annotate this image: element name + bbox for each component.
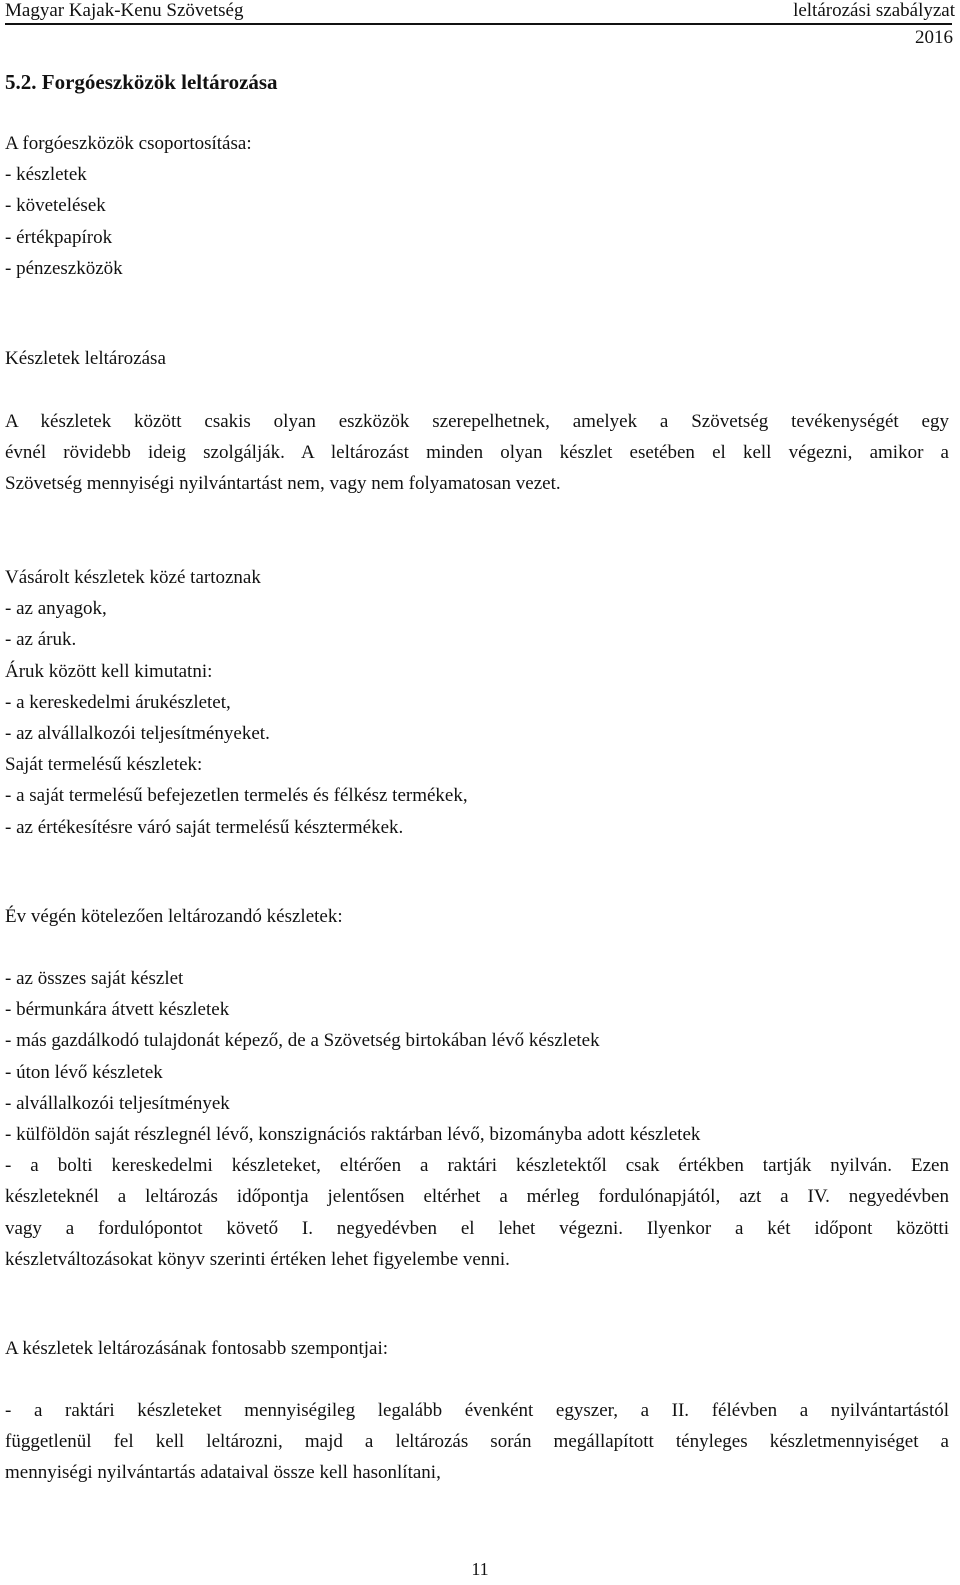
list-item: - a saját termelésű befejezetlen termelés és félkész termékek, <box>5 785 468 807</box>
paragraph-line: évnél rövidebb ideig szolgálják. A leltározást minden olyan készlet esetében el kell végezni, amikor a <box>5 442 949 464</box>
list-item: - készletek <box>5 164 87 186</box>
list-item: - külföldön saját részlegnél lévő, konszignációs raktárban lévő, bizományba adott készletek <box>5 1124 701 1146</box>
year-end-heading <box>5 901 949 932</box>
list-item: - az összes saját készlet <box>5 968 184 989</box>
header-year: 2016 <box>915 27 953 48</box>
paragraph-line: függetlenül fel kell leltározni, majd a leltározás során megállapított tényleges készletmennyiséget a <box>5 1431 949 1453</box>
list-item: - az áruk. <box>5 629 77 651</box>
list-item: Vásárolt készletek közé tartoznak <box>5 567 261 588</box>
page-number: 11 <box>471 1559 489 1579</box>
list-item: - a kereskedelmi árukészletet, <box>5 691 231 713</box>
list-item: - az anyagok, <box>5 598 107 620</box>
header-rule <box>5 23 952 25</box>
paragraph-line: készletváltozásokat könyv szerinti értéken lehet figyelembe venni. <box>5 1248 510 1270</box>
paragraph-line: Szövetség mennyiségi nyilvántartást nem, vagy nem folyamatosan vezet. <box>5 473 561 495</box>
section-title: 5.2. Forgóeszközök leltározása <box>5 70 278 94</box>
inventory-paragraph <box>5 406 949 500</box>
list-item: - az alvállalkozói teljesítményeket. <box>5 723 270 745</box>
paragraph-line: vagy a fordulópontot követő I. negyedévben el lehet végezni. Ilyenkor a két időpont közötti <box>5 1217 949 1239</box>
aspects-heading <box>5 1333 949 1364</box>
asset-groups-list <box>5 128 949 284</box>
paragraph-line: - a raktári készleteket mennyiségileg legalább évenként egyszer, a II. félévben a nyilvántartástól <box>5 1400 949 1421</box>
aspects-paragraph <box>5 1395 949 1489</box>
list-item: Saját termelésű készletek: <box>5 754 203 776</box>
list-item: - bérmunkára átvett készletek <box>5 999 230 1021</box>
year-end-list <box>5 963 949 1275</box>
list-item: - pénzeszközök <box>5 257 123 279</box>
list-item: - más gazdálkodó tulajdonát képező, de a Szövetség birtokában lévő készletek <box>5 1030 600 1052</box>
inventory-heading <box>5 343 949 374</box>
page-header <box>5 0 955 20</box>
year-end-heading-text: Év végén kötelezően leltározandó készletek: <box>5 906 343 927</box>
list-item: Áruk között kell kimutatni: <box>5 660 213 682</box>
header-document-title: leltározási szabályzat <box>793 0 955 21</box>
list-item: - az értékesítésre váró saját termelésű késztermékek. <box>5 816 404 838</box>
header-organization: Magyar Kajak-Kenu Szövetség <box>5 0 244 21</box>
list-item: - úton lévő készletek <box>5 1061 163 1083</box>
paragraph-line: - a bolti kereskedelmi készleteket, eltérően a raktári készletektől csak értékben tartják nyilván. Ezen <box>5 1155 949 1177</box>
purchased-stocks-list <box>5 562 949 843</box>
paragraph-line: A készletek között csakis olyan eszközök szerepelhetnek, amelyek a Szövetség tevékenységét egy <box>5 411 949 432</box>
list-item: - alvállalkozói teljesítmények <box>5 1092 230 1114</box>
aspects-heading-text: A készletek leltározásának fontosabb szempontjai: <box>5 1338 389 1359</box>
inventory-heading-text: Készletek leltározása <box>5 348 166 369</box>
paragraph-line: mennyiségi nyilvántartás adataival össze kell hasonlítani, <box>5 1462 441 1484</box>
list-item: - értékpapírok <box>5 226 113 248</box>
list-item: - követelések <box>5 195 106 217</box>
asset-groups-title: A forgóeszközök csoportosítása: <box>5 133 252 154</box>
paragraph-line: készleteknél a leltározás időpontja jelentősen eltérhet a mérleg fordulónapjától, azt a IV. negyedévben <box>5 1186 949 1208</box>
